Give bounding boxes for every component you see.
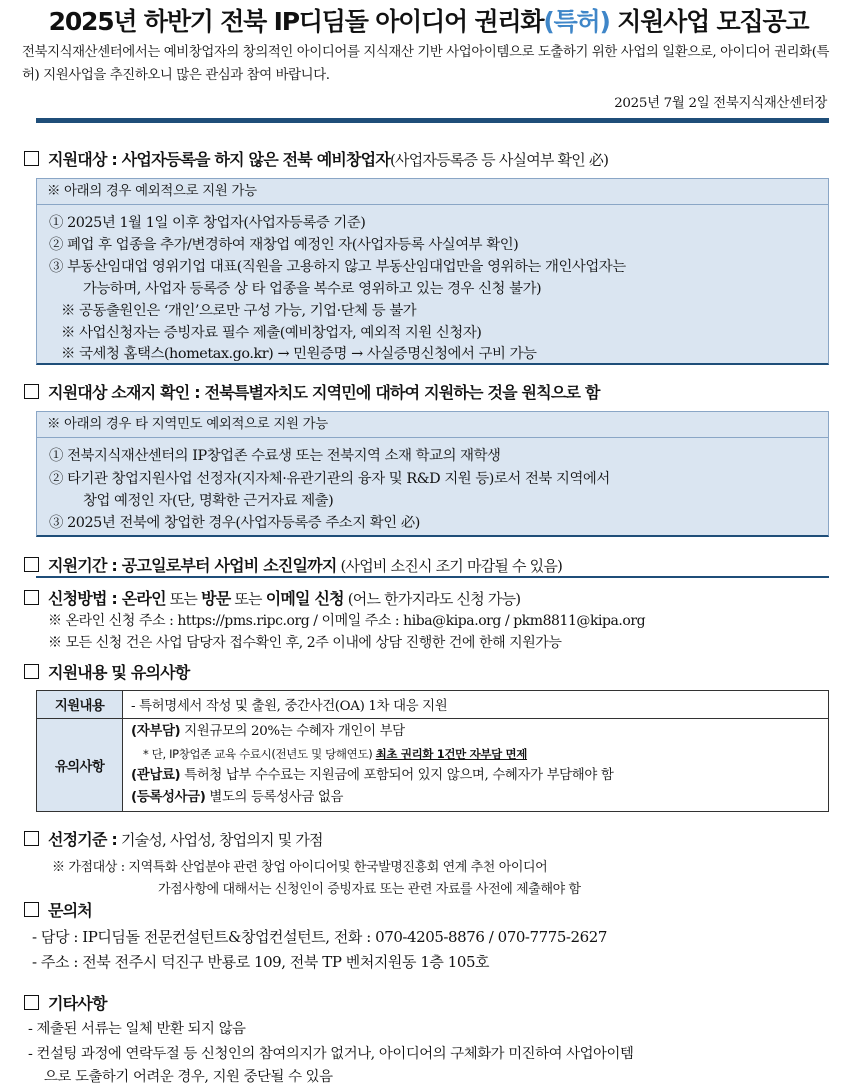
header-rule (36, 118, 829, 123)
table-row (37, 691, 829, 719)
apply-or: 또는 (230, 590, 266, 608)
notice-date: 2025년 7월 2일 전북지식재산센터장 (614, 96, 827, 111)
criteria-bonus-note: ※ 가점대상 : 지역특화 산업분야 관련 창업 아이디어및 한국발명진흥회 연계 추천 아이디어 (52, 860, 548, 875)
title-tail: 지원사업 모집공고 (609, 7, 809, 36)
self-pay-exception: * 단, IP창업존 교육 수료시(전년도 및 당해연도) (143, 747, 376, 761)
checkbox-square-icon (24, 902, 39, 917)
self-pay-exemption: 최초 권리화 1건만 자부담 면제 (375, 747, 528, 761)
self-pay-text: 지원규모의 20%는 수혜자 개인이 부담 (180, 724, 405, 739)
section-eligibility-paren: (사업자등록증 등 사실여부 확인 必) (390, 151, 609, 169)
apply-online: 신청방법 : 온라인 (48, 589, 166, 608)
list-item: ① 전북지식재산센터의 IP창업존 수료생 또는 전북지역 소재 학교의 재학생 (49, 448, 501, 464)
list-item: ③ 부동산임대업 영위기업 대표(직원을 고용하지 않고 부동산임대업만을 영위하는 개인사업자는 (49, 259, 626, 275)
page-title (0, 2, 857, 38)
checkbox-square-icon (24, 995, 39, 1010)
section-etc (24, 991, 107, 1014)
list-item: ※ 국세청 홈택스(hometax.go.kr) → 민원증명 → 사실증명신청에서 구비 가능 (61, 346, 537, 362)
eligibility-exception-note: ※ 아래의 경우 예외적으로 지원 가능 (36, 178, 829, 205)
table-header-cell: 지원내용 (37, 691, 123, 719)
residency-exception-list (36, 438, 829, 537)
contact-person-line: - 담당 : IP디딤돌 전문컨설턴트&창업컨설턴트, 전화 : 070-4205-8876 / 070-7775-2627 (32, 928, 607, 946)
list-item: 가능하며, 사업자 등록증 상 타 업종을 복수로 영위하고 있는 경우 신청 불가) (83, 281, 542, 297)
success-fee-label: (등록성사금) (131, 790, 206, 805)
etc-line: - 컨설팅 과정에 연락두절 등 신청인의 참여의지가 없거나, 아이디어의 구체화가 미진하여 사업아이템 (28, 1046, 634, 1062)
list-item: ② 타기관 창업지원사업 선정자(지자체·유관기관의 융자 및 R&D 지원 등)로서 전북 지역에서 (49, 471, 610, 487)
etc-line: - 제출된 서류는 일체 반환 되지 않음 (28, 1021, 246, 1037)
title-main: 2025년 하반기 전북 IP디딤돌 아이디어 권리화 (48, 7, 544, 36)
section-eligibility (24, 147, 608, 170)
apply-email: 이메일 신청 (265, 589, 344, 608)
etc-line: 으로 도출하기 어려운 경우, 지원 중단될 수 있음 (44, 1069, 333, 1085)
official-fee-label: (관납료) (131, 768, 181, 783)
section-period (24, 553, 562, 576)
table-row (37, 719, 829, 812)
support-table (36, 690, 829, 812)
checkbox-square-icon (24, 664, 39, 679)
section-residency (24, 380, 600, 403)
checkbox-square-icon (24, 557, 39, 572)
official-fee-text: 특허청 납부 수수료는 지원금에 포함되어 있지 않으며, 수혜자가 부담해야 함 (180, 768, 614, 783)
section-contact-label: 문의처 (48, 901, 92, 920)
section-criteria-label: 선정기준 : (48, 830, 117, 849)
list-item: ③ 2025년 전북에 창업한 경우(사업자등록증 주소지 확인 必) (49, 515, 420, 531)
apply-paren: (어느 한가지라도 신청 가능) (343, 590, 521, 608)
list-item: ※ 사업신청자는 증빙자료 필수 제출(예비창업자, 예외적 지원 신청자) (61, 325, 482, 341)
list-item: ※ 공동출원인은 ‘개인’으로만 구성 가능, 기업·단체 등 불가 (61, 303, 417, 319)
checkbox-square-icon (24, 151, 39, 166)
section-period-label: 지원기간 : 공고일로부터 사업비 소진일까지 (48, 556, 337, 575)
section-etc-label: 기타사항 (48, 994, 107, 1013)
eligibility-exception-list (36, 205, 829, 365)
section-period-paren: (사업비 소진시 조기 마감될 수 있음) (336, 557, 563, 575)
list-item: ① 2025년 1월 1일 이후 창업자(사업자등록증 기준) (49, 215, 366, 231)
section-support-label: 지원내용 및 유의사항 (48, 663, 190, 682)
table-cell: - 특허명세서 작성 및 출원, 중간사건(OA) 1차 대응 지원 (123, 691, 829, 719)
list-item: ② 폐업 후 업종을 추가/변경하여 재창업 예정인 자(사업자등록 사실여부 확인) (49, 237, 519, 253)
section-period-rule (36, 576, 829, 578)
apply-visit: 방문 (201, 589, 231, 608)
success-fee-text: 별도의 등록성사금 없음 (205, 790, 344, 805)
intro-paragraph: 전북지식재산센터에서는 예비창업자의 창의적인 아이디어를 지식재산 기반 사업아이템으로 도출하기 위한 사업의 일환으로, 아이디어 권리화(특허) 지원사업을 추진하오니 많은 관심과 참여 바랍니다. (22, 45, 830, 83)
apply-or: 또는 (165, 590, 202, 608)
section-apply (24, 586, 520, 609)
section-contact (24, 898, 92, 921)
checkbox-square-icon (24, 590, 39, 605)
contact-address-line: - 주소 : 전북 전주시 덕진구 반룡로 109, 전북 TP 벤처지원동 1층 105호 (32, 953, 490, 971)
table-header-cell: 유의사항 (37, 719, 123, 812)
apply-address-line: ※ 온라인 신청 주소 : https://pms.ripc.org / 이메일 주소 : hiba@kipa.org / pkm8811@kipa.org (48, 613, 646, 629)
list-item: 창업 예정인 자(단, 명확한 근거자료 제출) (83, 493, 334, 509)
self-pay-label: (자부담) (131, 724, 181, 739)
checkbox-square-icon (24, 831, 39, 846)
table-cell (123, 719, 829, 812)
section-support (24, 660, 189, 683)
section-residency-label: 지원대상 소재지 확인 : 전북특별자치도 지역민에 대하여 지원하는 것을 원칙으로 함 (48, 383, 600, 402)
section-criteria (24, 827, 323, 850)
section-eligibility-label: 지원대상 : 사업자등록을 하지 않은 전북 예비창업자 (48, 150, 390, 169)
checkbox-square-icon (24, 384, 39, 399)
criteria-bonus-detail: 가점사항에 대해서는 신청인이 증빙자료 또는 관련 자료를 사전에 제출해야 함 (158, 882, 581, 897)
section-criteria-text: 기술성, 사업성, 창업의지 및 가점 (117, 831, 323, 849)
title-highlight: (특허) (543, 7, 610, 36)
residency-exception-note: ※ 아래의 경우 타 지역민도 예외적으로 지원 가능 (36, 411, 829, 438)
apply-notice-line: ※ 모든 신청 건은 사업 담당자 접수확인 후, 2주 이내에 상담 진행한 건에 한해 지원가능 (48, 635, 562, 651)
